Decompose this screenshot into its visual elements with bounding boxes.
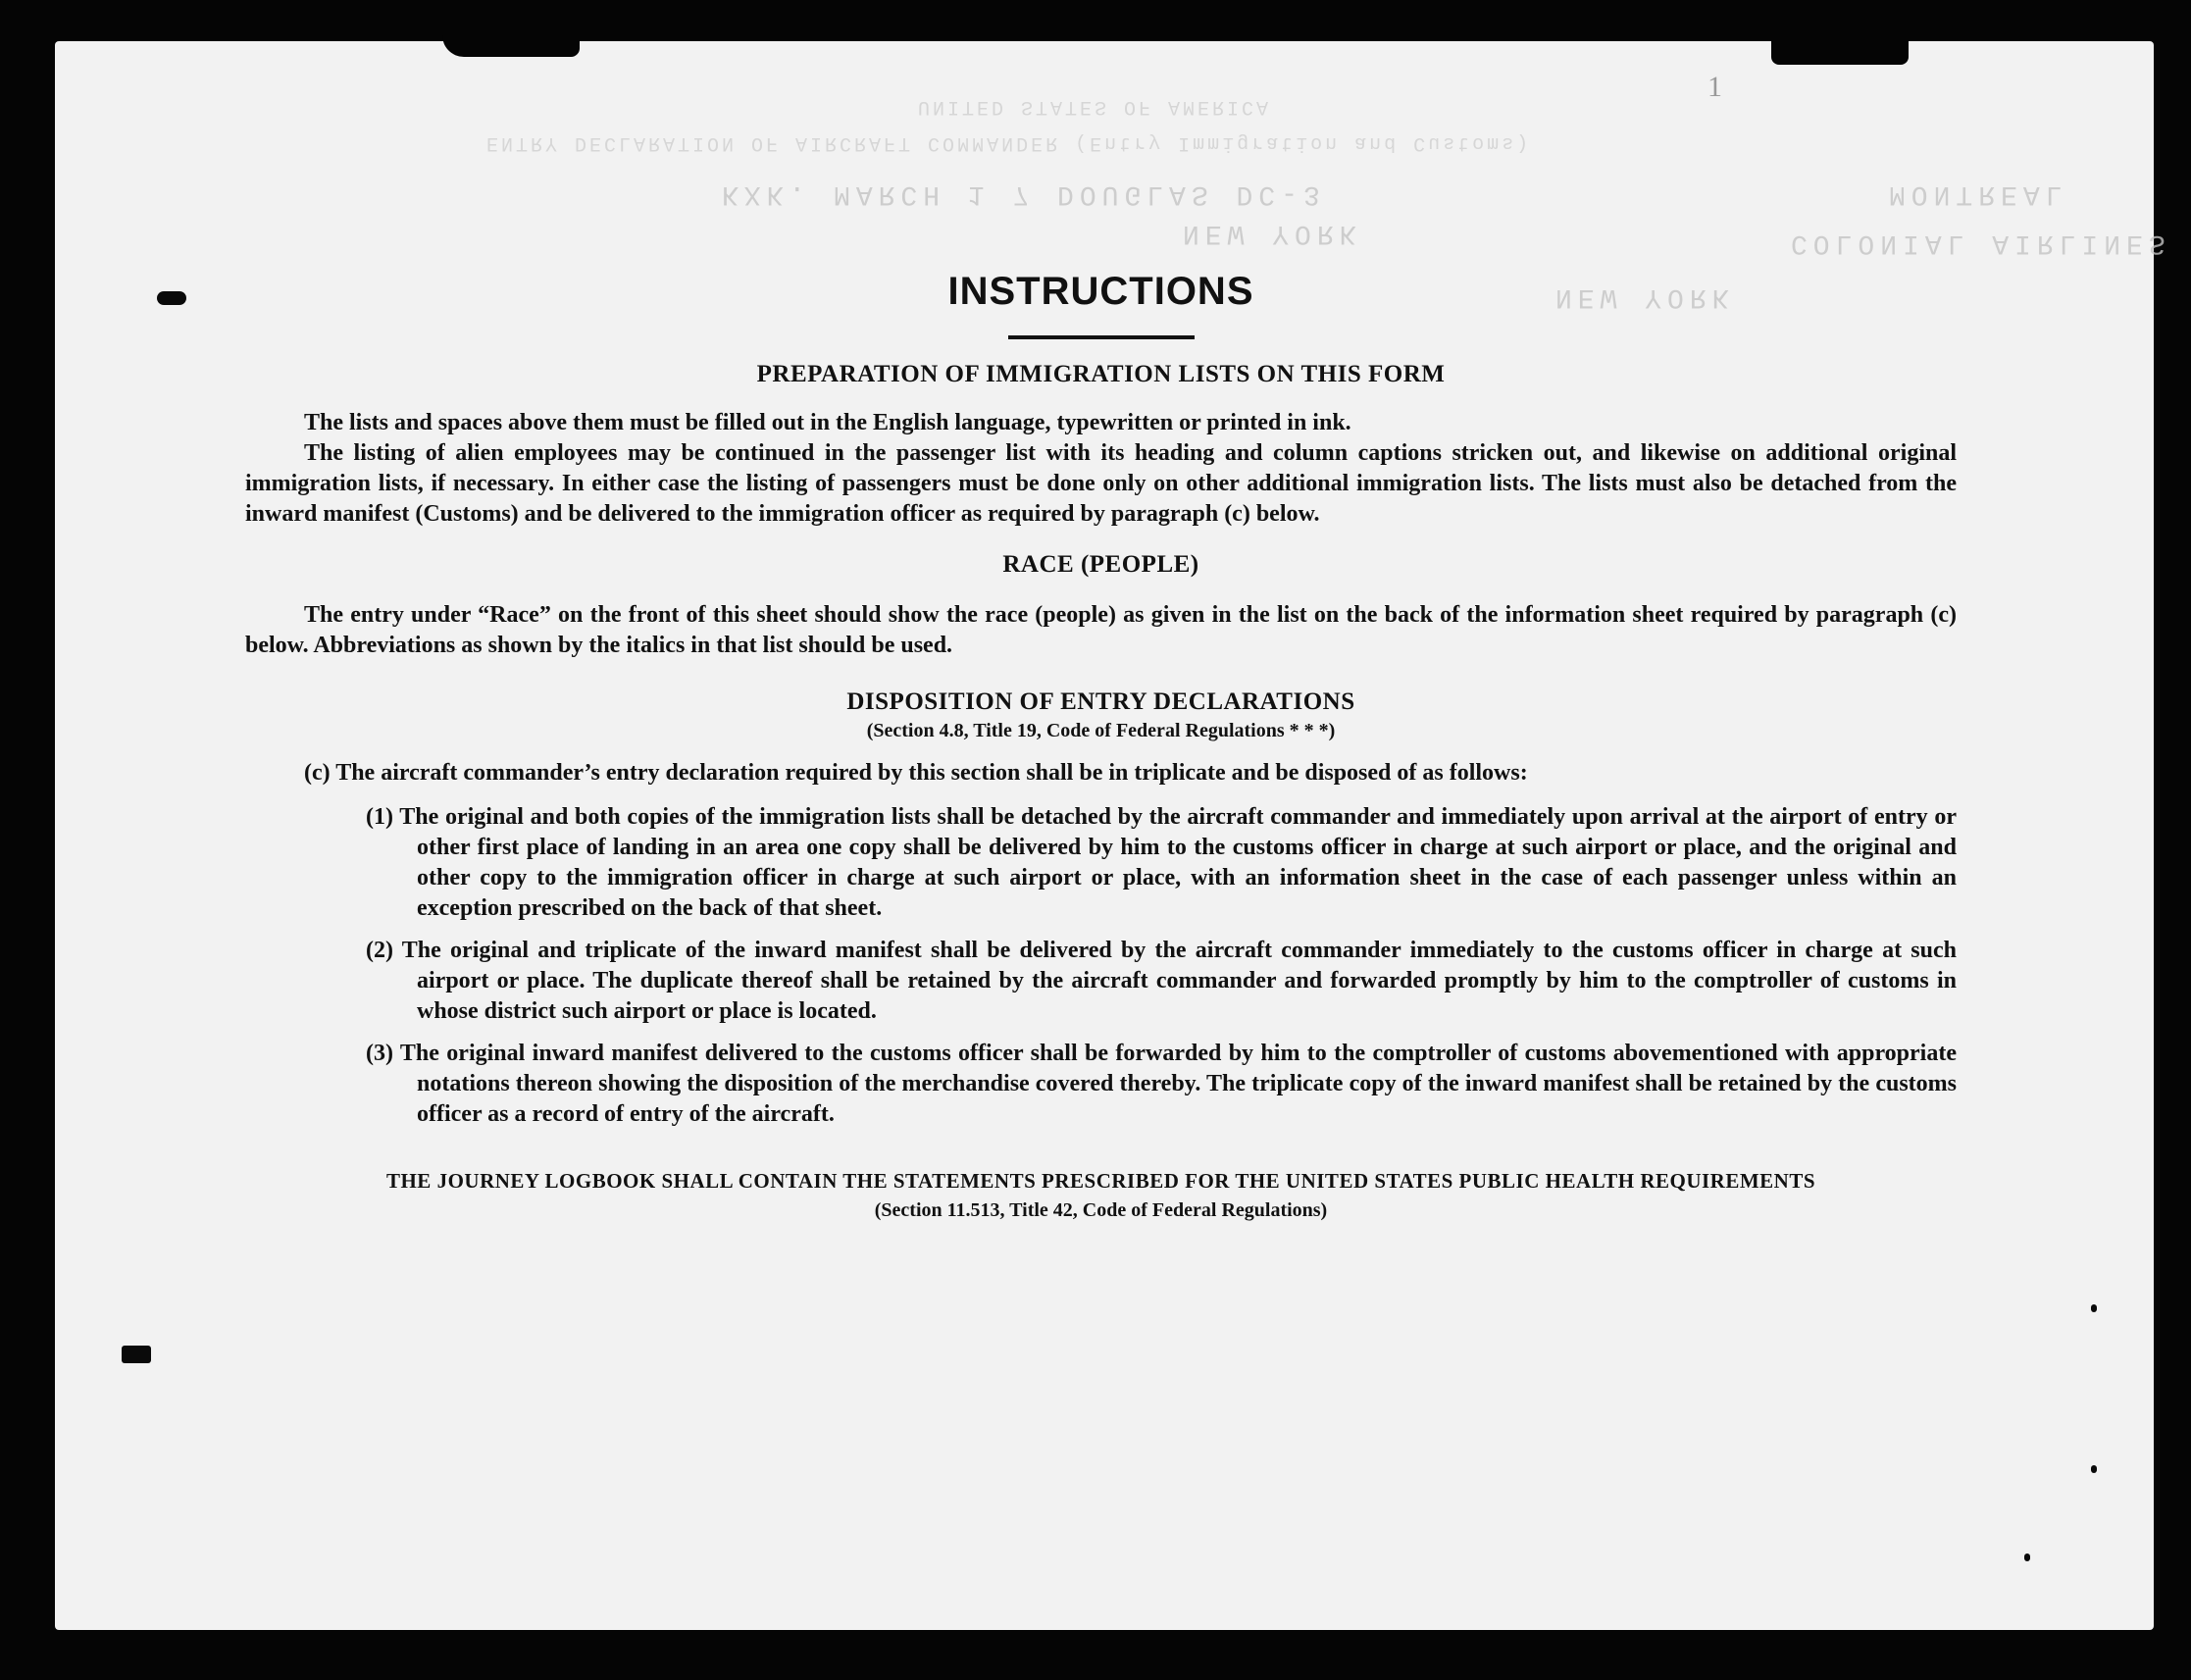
page-title: INSTRUCTIONS bbox=[947, 270, 1254, 313]
preparation-paragraph-1: The lists and spaces above them must be filled out in the English language, typewritten or printed in ink. bbox=[304, 410, 1351, 435]
scan-mark-left-top bbox=[157, 291, 186, 305]
preparation-heading: PREPARATION OF IMMIGRATION LISTS ON THIS FORM bbox=[756, 361, 1446, 387]
torn-edge-right bbox=[1771, 35, 1909, 65]
disposition-intro: (c) The aircraft commander’s entry declaration required by this section shall be in triplicate and be disposed of as follows: bbox=[304, 760, 1528, 786]
title-underline bbox=[1008, 335, 1195, 339]
scan-dot-right-1 bbox=[2091, 1304, 2097, 1312]
show-through-line-2: ENTRY DECLARATION OF AIRCRAFT COMMANDER (Entry Immigration and Customs) bbox=[486, 131, 1532, 154]
disposition-item-2: (2) The original and triplicate of the inward manifest shall be delivered by the aircraft commander immediately to the customs officer in charge at such airport or place. The duplicate thereof shall be retained by the aircraft commander and forwarded promptly by him to the comptroller of customs in whose district such airport or place is located. bbox=[366, 938, 1957, 1024]
show-through-line-7: NEW YORK bbox=[1555, 281, 1735, 312]
page-number: 1 bbox=[1707, 71, 1722, 103]
show-through-line-4: NEW YORK bbox=[1183, 218, 1362, 248]
race-paragraph: The entry under “Race” on the front of this sheet should show the race (people) as given in the list on the back of the information sheet required by paragraph (c) below. Abbreviations as shown by the italics in that list should be used. bbox=[245, 602, 1957, 658]
torn-edge-left bbox=[442, 35, 580, 57]
show-through-line-3: KXK. MARCH 1 7 DOUGLAS DC-3 bbox=[722, 178, 1326, 209]
show-through-line-1: UNITED STATES OF AMERICA bbox=[918, 95, 1272, 118]
scan-dot-right-2 bbox=[2091, 1465, 2097, 1473]
health-statement: THE JOURNEY LOGBOOK SHALL CONTAIN THE STATEMENTS PRESCRIBED FOR THE UNITED STATES PUBLIC HEALTH REQUIREMENTS bbox=[385, 1169, 1816, 1193]
scan-mark-left-bottom bbox=[122, 1346, 151, 1363]
race-heading: RACE (PEOPLE) bbox=[1002, 551, 1199, 578]
show-through-line-5: MONTREAL bbox=[1889, 178, 2068, 209]
instructions-body bbox=[245, 270, 1957, 1222]
health-citation: (Section 11.513, Title 42, Code of Federal Regulations) bbox=[874, 1199, 1328, 1221]
disposition-heading: DISPOSITION OF ENTRY DECLARATIONS bbox=[846, 688, 1355, 715]
scan-dot-right-3 bbox=[2024, 1553, 2030, 1561]
disposition-citation: (Section 4.8, Title 19, Code of Federal Regulations * * *) bbox=[866, 720, 1336, 741]
disposition-item-3: (3) The original inward manifest delivered to the customs officer shall be forwarded by him to the comptroller of customs abovementioned with appropriate notations thereon showing the disposition of the merchandise covered thereby. The triplicate copy of the inward manifest shall be retained by the customs officer as a record of entry of the aircraft. bbox=[366, 1041, 1957, 1127]
show-through-line-6: COLONIAL AIRLINES bbox=[1791, 228, 2171, 258]
disposition-item-1: (1) The original and both copies of the immigration lists shall be detached by the aircraft commander and immediately upon arrival at the airport of entry or other first place of landing in an area one copy shall be delivered by him to the customs officer in charge at such airport or place, and the original and other copy to the immigration officer in charge at such airport or place, with an information sheet in the case of each passenger unless within an exception prescribed on the back of that sheet. bbox=[366, 804, 1957, 921]
preparation-paragraph-2: The listing of alien employees may be continued in the passenger list with its heading and column captions stricken out, and likewise on additional original immigration lists, if necessary. In either case the listing of passengers must be done only on other additional immigration lists. The lists must also be detached from the inward manifest (Customs) and be delivered to the immigration officer as required by paragraph (c) below. bbox=[245, 440, 1957, 527]
